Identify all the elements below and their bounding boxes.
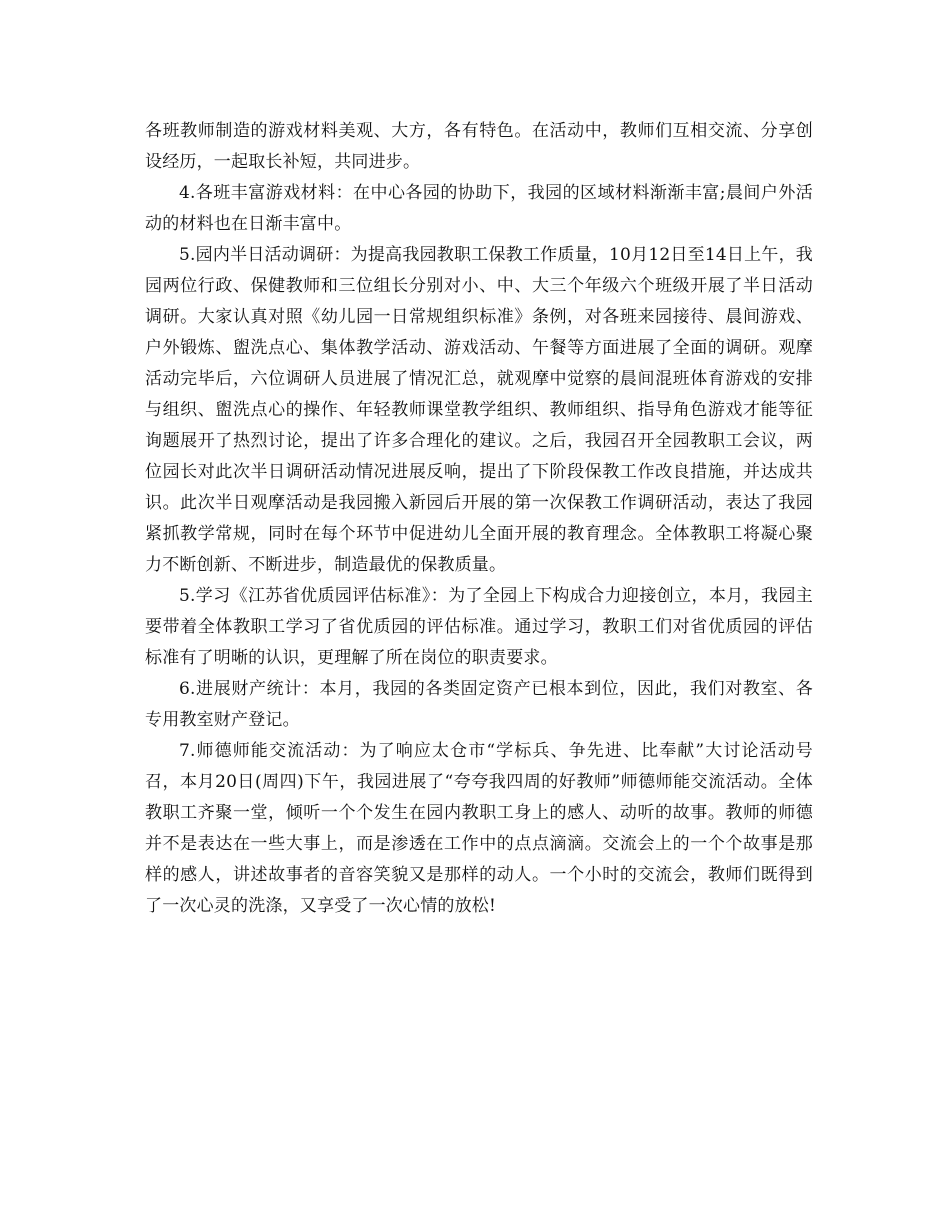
paragraph-continuation: 各班教师制造的游戏材料美观、大方，各有特色。在活动中，教师们互相交流、分享创设经历，一起取长补短，共同进步。 [145,121,813,172]
document-body [145,116,813,922]
paragraph-item-6-property-statistics: 6.进展财产统计：本月，我园的各类固定资产已根本到位，因此，我们对教室、各专用教室财产登记。 [145,679,813,730]
paragraph-item-5-study-standards: 5.学习《江苏省优质园评估标准》：为了全园上下构成合力迎接创立，本月，我园主要带着全体教职工学习了省优质园的评估标准。通过学习，教职工们对省优质园的评估标准有了明晰的认识，更理解了所在岗位的职责要求。 [145,586,813,668]
paragraph-item-4-game-materials: 4.各班丰富游戏材料：在中心各园的协助下，我园的区域材料渐渐丰富;晨间户外活动的材料也在日渐丰富中。 [145,183,813,234]
paragraph-item-5-half-day-research: 5.园内半日活动调研：为提高我园教职工保教工作质量，10月12日至14日上午，我园两位行政、保健教师和三位组长分别对小、中、大三个年级六个班级开展了半日活动调研。大家认真对照《幼儿园一日常规组织标准》条例，对各班来园接待、晨间游戏、户外锻炼、盥洗点心、集体教学活动、游戏活动、午餐等方面进展了全面的调研。观摩活动完毕后，六位调研人员进展了情况汇总，就观摩中觉察的晨间混班体育游戏的安排与组织、盥洗点心的操作、年轻教师课堂教学组织、教师组织、指导角色游戏才能等征询题展开了热烈讨论，提出了许多合理化的建议。之后，我园召开全园教职工会议，两位园长对此次半日调研活动情况进展反响，提出了下阶段保教工作改良措施，并达成共识。此次半日观摩活动是我园搬入新园后开展的第一次保教工作调研活动，表达了我园紧抓教学常规，同时在每个环节中促进幼儿全面开展的教育理念。全体教职工将凝心聚力不断创新、不断进步，制造最优的保教质量。 [145,245,813,575]
paragraph-item-7-ethics-exchange: 7.师德师能交流活动：为了响应太仓市“学标兵、争先进、比奉献”大讨论活动号召，本月20日(周四)下午，我园进展了“夸夸我四周的好教师”师德师能交流活动。全体教职工齐聚一堂，倾听一个个发生在园内教职工身上的感人、动听的故事。教师的师德并不是表达在一些大事上，而是渗透在工作中的点点滴滴。交流会上的一个个故事是那样的感人，讲述故事者的音容笑貌又是那样的动人。一个小时的交流会，教师们既得到了一次心灵的洗涤，又享受了一次心情的放松! [145,741,813,916]
